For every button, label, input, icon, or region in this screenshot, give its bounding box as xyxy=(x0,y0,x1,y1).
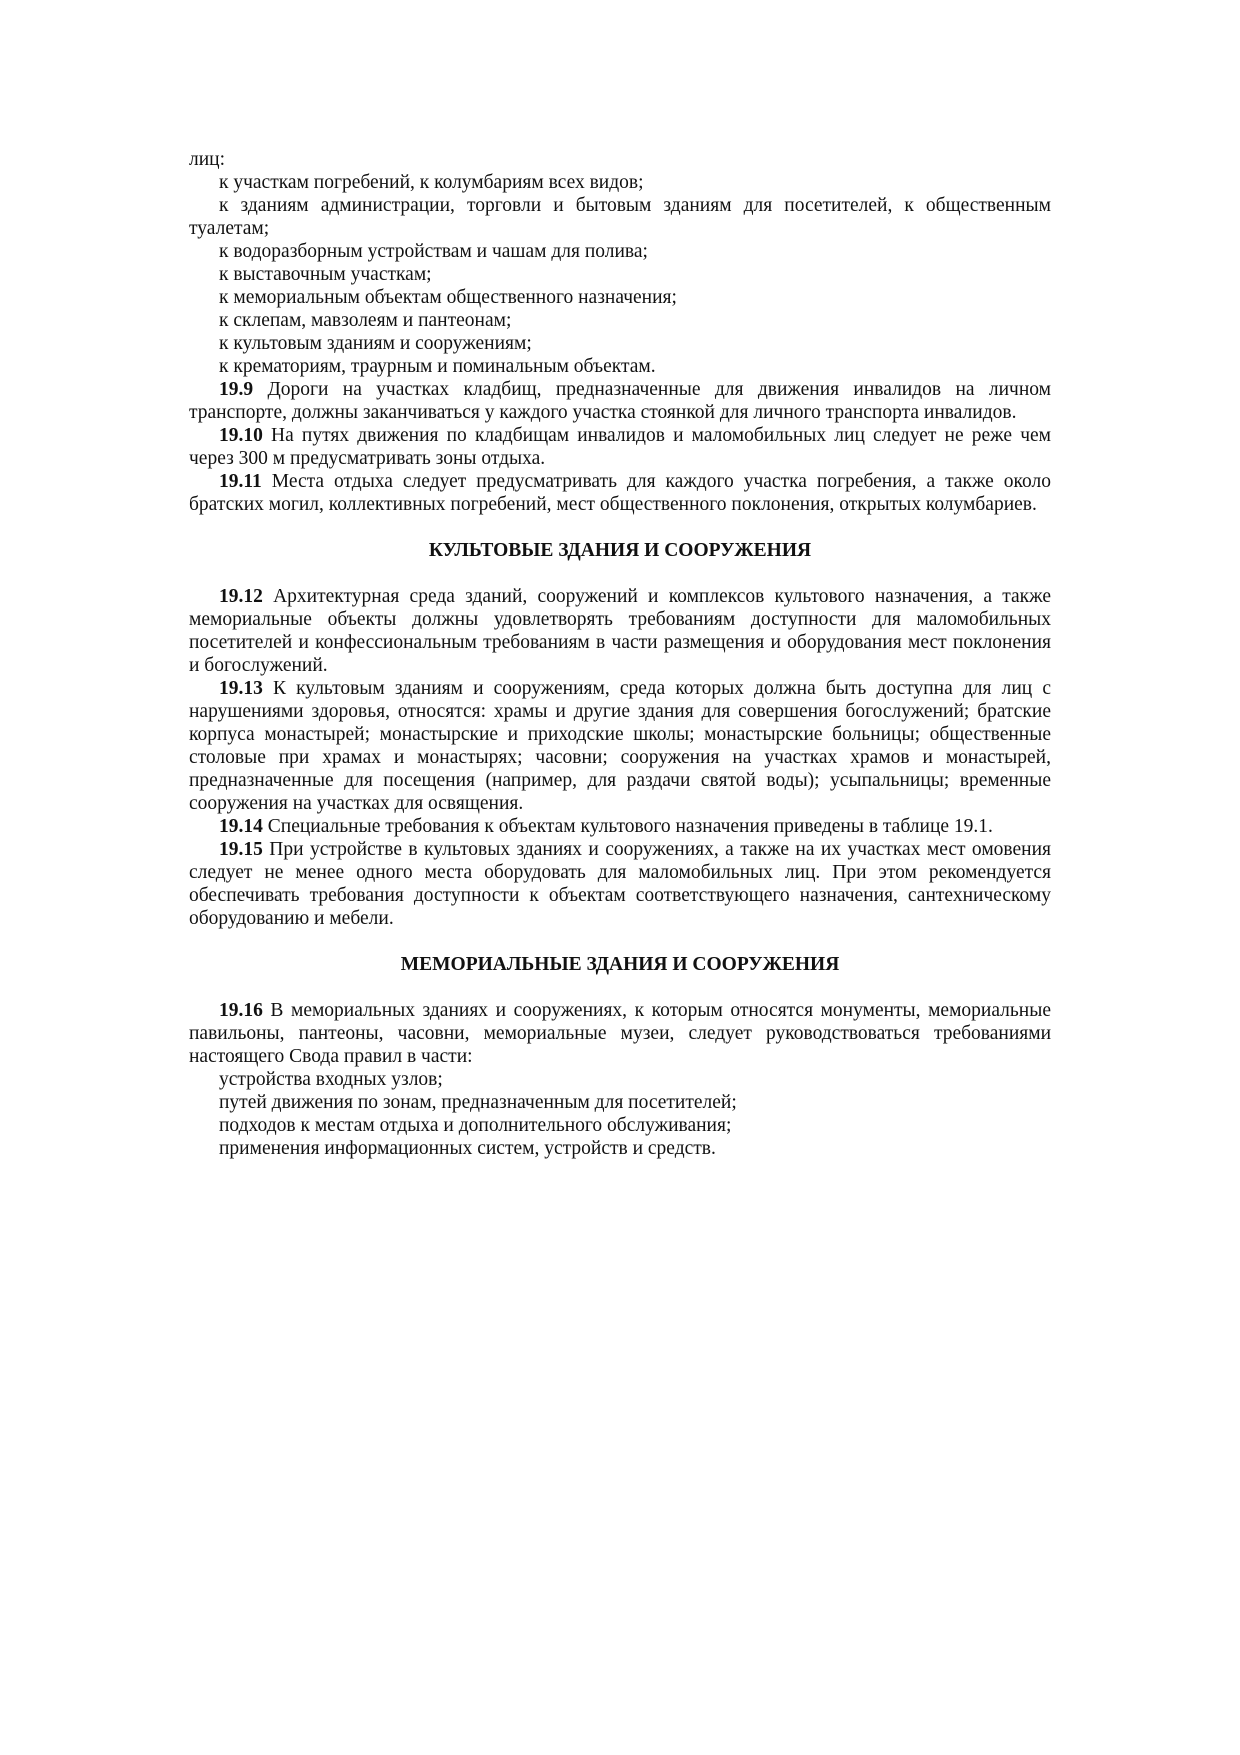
clause-text: Места отдыха следует предусматривать для каждого участка погребения, а также около братских могил, коллективных погребений, мест общественного поклонения, открытых колумбариев. xyxy=(189,471,1051,515)
list-item: подходов к местам отдыха и дополнительного обслуживания; xyxy=(219,1115,732,1136)
list-item: к участкам погребений, к колумбариям всех видов; xyxy=(219,172,644,193)
list-item: к зданиям администрации, торговли и бытовым зданиям для посетителей, к общественным туалетам; xyxy=(189,195,1051,239)
clause-text: Архитектурная среда зданий, сооружений и комплексов культового назначения, а также мемориальные объекты должны удовлетворять требованиям доступности для маломобильных посетителей и конфессиональным требованиям в части размещения и оборудования мест поклонения и богослужений. xyxy=(189,586,1051,676)
clause-19-11 xyxy=(189,470,1051,516)
clause-text: В мемориальных зданиях и сооружениях, к которым относятся монументы, мемориальные павильоны, пантеоны, часовни, мемориальные музеи, следует руководствоваться требованиями настоящего Свода правил в части: xyxy=(189,1000,1051,1067)
list-item: применения информационных систем, устройств и средств. xyxy=(219,1138,716,1159)
list-item: к склепам, мавзолеям и пантеонам; xyxy=(219,310,512,331)
clause-text: При устройстве в культовых зданиях и сооружениях, а также на их участках мест омовения следует не менее одного места оборудовать для маломобильных лиц. При этом рекомендуется обеспечивать требования доступности к объектам соответствующего назначения, сантехническому оборудованию и мебели. xyxy=(189,839,1051,929)
clause-19-14 xyxy=(189,815,1051,838)
clause-19-12 xyxy=(189,585,1051,677)
clause-number: 19.15 xyxy=(219,839,263,860)
list-item: к мемориальным объектам общественного назначения; xyxy=(219,287,677,308)
clause-number: 19.16 xyxy=(219,1000,263,1021)
clause-number: 19.14 xyxy=(219,816,263,837)
clause-number: 19.12 xyxy=(219,586,263,607)
clause-text: Специальные требования к объектам культового назначения приведены в таблице 19.1. xyxy=(262,816,993,837)
clause-text: К культовым зданиям и сооружениям, среда которых должна быть доступна для лиц с нарушениями здоровья, относятся: храмы и другие здания для совершения богослужений; братские корпуса монастырей; монастырские и приходские школы; монастырские больницы; общественные столовые при храмах и монастырях; часовни; сооружения на участках храмов и монастырей, предназначенные для посещения (например, для раздачи святой воды); усыпальницы; временные сооружения на участках для освящения. xyxy=(189,678,1051,814)
continuation-text: лиц: xyxy=(189,149,226,170)
clause-19-16 xyxy=(189,999,1051,1068)
section-heading-cult: КУЛЬТОВЫЕ ЗДАНИЯ И СООРУЖЕНИЯ xyxy=(428,540,812,561)
list-item: к водоразборным устройствам и чашам для полива; xyxy=(219,241,648,262)
list-item: устройства входных узлов; xyxy=(219,1069,443,1090)
clause-number: 19.11 xyxy=(219,471,262,492)
clause-19-15 xyxy=(189,838,1051,930)
section-heading-memorial: МЕМОРИАЛЬНЫЕ ЗДАНИЯ И СООРУЖЕНИЯ xyxy=(400,954,840,975)
list-item: путей движения по зонам, предназначенным для посетителей; xyxy=(219,1092,737,1113)
clause-19-10 xyxy=(189,424,1051,470)
clause-number: 19.13 xyxy=(219,678,263,699)
clause-text: Дороги на участках кладбищ, предназначенные для движения инвалидов на личном транспорте, должны заканчиваться у каждого участка стоянкой для личного транспорта инвалидов. xyxy=(189,379,1051,423)
document-page xyxy=(189,148,1051,1160)
list-item: к крематориям, траурным и поминальным объектам. xyxy=(219,356,656,377)
clause-text: На путях движения по кладбищам инвалидов и маломобильных лиц следует не реже чем через 300 м предусматривать зоны отдыха. xyxy=(189,425,1051,469)
clause-19-13 xyxy=(189,677,1051,815)
clause-number: 19.10 xyxy=(219,425,263,446)
list-item: к культовым зданиям и сооружениям; xyxy=(219,333,532,354)
clause-19-9 xyxy=(189,378,1051,424)
list-item: к выставочным участкам; xyxy=(219,264,432,285)
clause-number: 19.9 xyxy=(219,379,254,400)
